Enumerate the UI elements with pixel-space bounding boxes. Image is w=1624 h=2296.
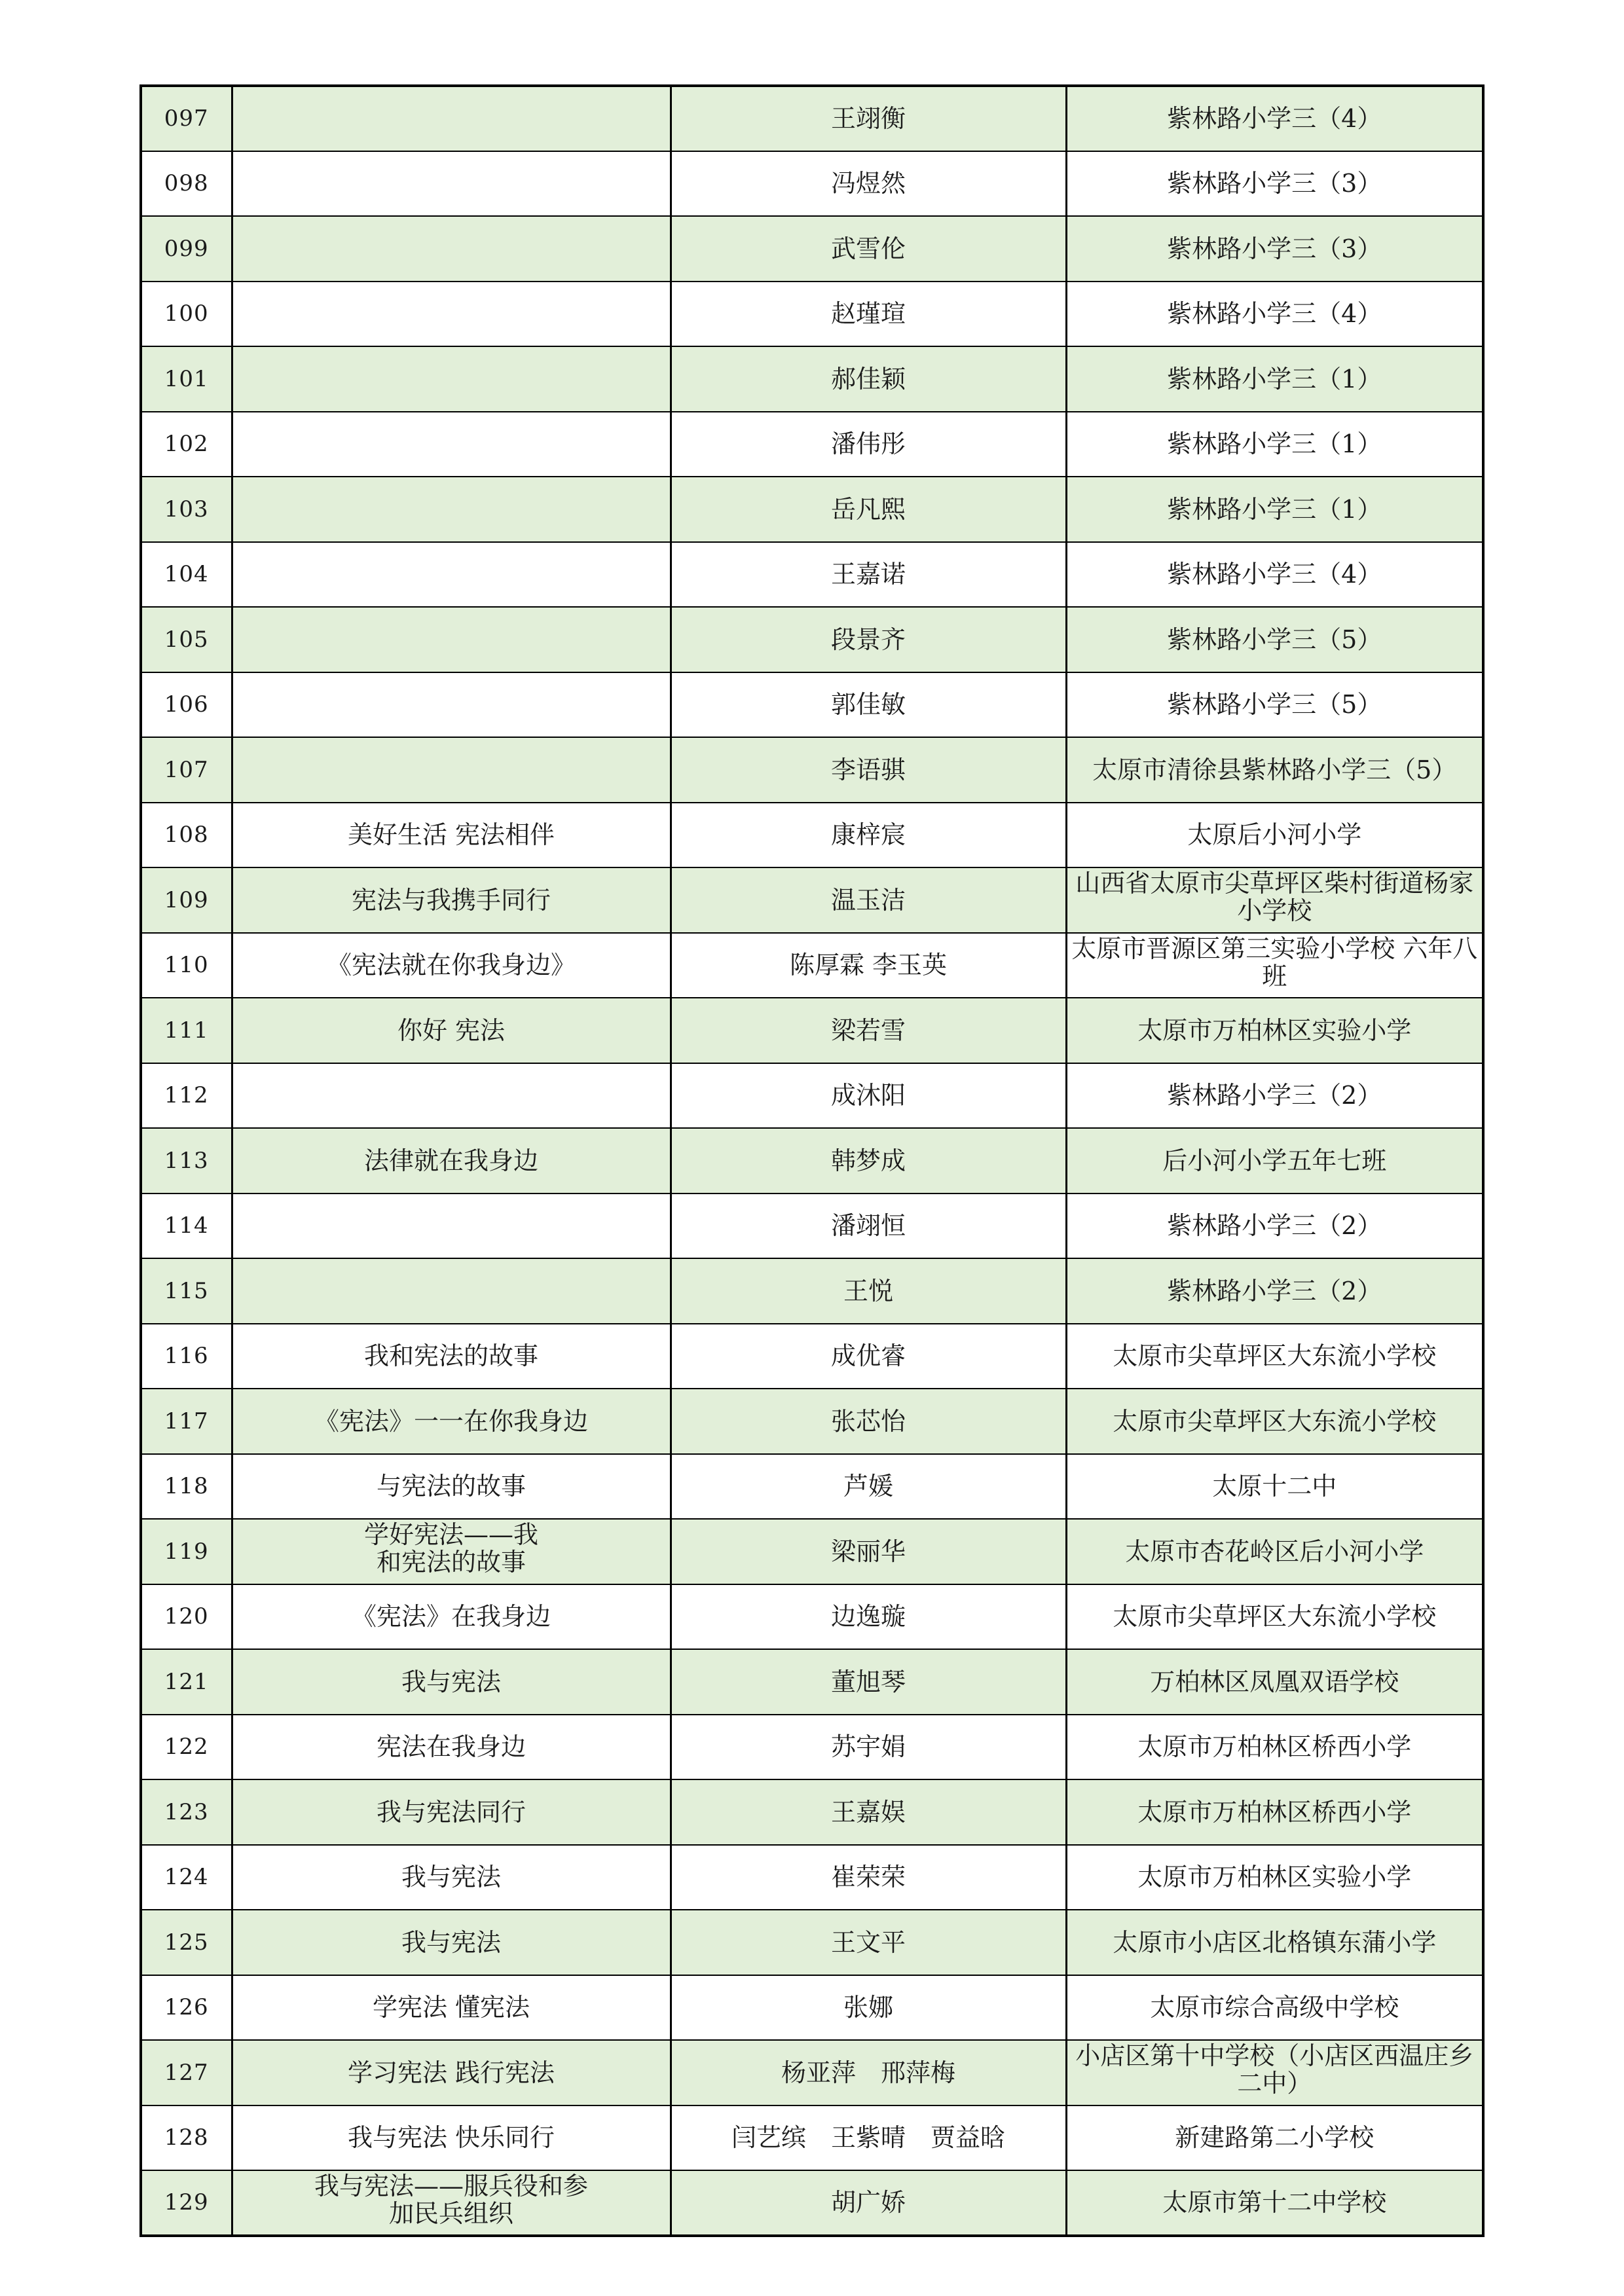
- row-number: 103: [141, 477, 232, 542]
- work-title: 宪法与我携手同行: [232, 867, 671, 933]
- school-name: 太原市万柏林区实验小学: [1066, 998, 1483, 1063]
- row-number: 113: [141, 1128, 232, 1194]
- school-name: 紫林路小学三（1）: [1066, 346, 1483, 412]
- school-name: 紫林路小学三（4）: [1066, 86, 1483, 151]
- row-number: 123: [141, 1779, 232, 1845]
- author-name: 李语骐: [671, 737, 1066, 803]
- author-name: 崔荣荣: [671, 1845, 1066, 1910]
- work-title: 我与宪法: [232, 1910, 671, 1975]
- author-name: 梁丽华: [671, 1519, 1066, 1584]
- author-name: 韩梦成: [671, 1128, 1066, 1194]
- work-title: [232, 477, 671, 542]
- work-title: 法律就在我身边: [232, 1128, 671, 1194]
- table-row: [141, 282, 1483, 347]
- work-title: [232, 607, 671, 672]
- entries-table: [139, 84, 1485, 2237]
- table-row: [141, 86, 1483, 151]
- work-title: 我与宪法: [232, 1845, 671, 1910]
- work-title-text: 学好宪法——我和宪法的故事: [363, 1521, 538, 1576]
- table-row: [141, 1715, 1483, 1780]
- table-row: [141, 1454, 1483, 1520]
- row-number: 114: [141, 1194, 232, 1259]
- table-row: [141, 1389, 1483, 1454]
- author-name: 康梓宸: [671, 803, 1066, 868]
- table-row: [141, 737, 1483, 803]
- work-title: [232, 672, 671, 738]
- row-number: 120: [141, 1584, 232, 1650]
- row-number: 124: [141, 1845, 232, 1910]
- work-title: 美好生活 宪法相伴: [232, 803, 671, 868]
- work-title: [232, 1194, 671, 1259]
- author-name: 潘翊恒: [671, 1194, 1066, 1259]
- work-title: 学宪法 懂宪法: [232, 1975, 671, 2041]
- work-title: [232, 542, 671, 608]
- row-number: 121: [141, 1649, 232, 1715]
- table-row: [141, 1779, 1483, 1845]
- school-name: 太原市杏花岭区后小河小学: [1066, 1519, 1483, 1584]
- author-name: 郝佳颖: [671, 346, 1066, 412]
- table-row: [141, 998, 1483, 1063]
- school-name: 紫林路小学三（5）: [1066, 672, 1483, 738]
- table-row: [141, 542, 1483, 608]
- school-name: 紫林路小学三（4）: [1066, 542, 1483, 608]
- author-name: 冯煜然: [671, 151, 1066, 217]
- school-name: 太原市小店区北格镇东蒲小学: [1066, 1910, 1483, 1975]
- school-name-text: 山西省太原市尖草坪区柴村街道杨家小学校: [1075, 869, 1474, 925]
- row-number: 098: [141, 151, 232, 217]
- school-name: 太原市尖草坪区大东流小学校: [1066, 1584, 1483, 1650]
- work-title: [232, 737, 671, 803]
- school-name: 紫林路小学三（4）: [1066, 282, 1483, 347]
- author-name: 成沐阳: [671, 1063, 1066, 1129]
- table-row: [141, 346, 1483, 412]
- work-title: 我与宪法同行: [232, 1779, 671, 1845]
- table-row: [141, 1910, 1483, 1975]
- row-number: 127: [141, 2040, 232, 2105]
- table-row: [141, 1584, 1483, 1650]
- school-name: 太原市第十二中学校: [1066, 2170, 1483, 2236]
- author-name: 成优睿: [671, 1324, 1066, 1389]
- work-title: 我和宪法的故事: [232, 1324, 671, 1389]
- row-number: 128: [141, 2105, 232, 2171]
- author-name: 张娜: [671, 1975, 1066, 2041]
- row-number: 100: [141, 282, 232, 347]
- author-name: 郭佳敏: [671, 672, 1066, 738]
- school-name: [1066, 2040, 1483, 2105]
- school-name: 紫林路小学三（5）: [1066, 607, 1483, 672]
- school-name: 太原十二中: [1066, 1454, 1483, 1520]
- author-name: 苏宇娟: [671, 1715, 1066, 1780]
- table-row: [141, 933, 1483, 998]
- author-name: 芦媛: [671, 1454, 1066, 1520]
- author-name: 梁若雪: [671, 998, 1066, 1063]
- work-title: 你好 宪法: [232, 998, 671, 1063]
- table-row: [141, 607, 1483, 672]
- row-number: 129: [141, 2170, 232, 2236]
- school-name: 紫林路小学三（3）: [1066, 151, 1483, 217]
- row-number: 104: [141, 542, 232, 608]
- author-name: 陈厚霖 李玉英: [671, 933, 1066, 998]
- school-name: 紫林路小学三（1）: [1066, 477, 1483, 542]
- school-name: 新建路第二小学校: [1066, 2105, 1483, 2171]
- work-title: 学习宪法 践行宪法: [232, 2040, 671, 2105]
- document-page: [139, 84, 1482, 2237]
- table-row: [141, 2170, 1483, 2236]
- table-row: [141, 1519, 1483, 1584]
- work-title: [232, 151, 671, 217]
- row-number: 112: [141, 1063, 232, 1129]
- row-number: 099: [141, 216, 232, 282]
- work-title: 我与宪法: [232, 1649, 671, 1715]
- author-name: 王嘉诺: [671, 542, 1066, 608]
- school-name: 紫林路小学三（3）: [1066, 216, 1483, 282]
- table-row: [141, 1128, 1483, 1194]
- author-name: 岳凡熙: [671, 477, 1066, 542]
- school-name: 万柏林区凤凰双语学校: [1066, 1649, 1483, 1715]
- table-row: [141, 2105, 1483, 2171]
- author-name: 赵瑾瑄: [671, 282, 1066, 347]
- work-title: 《宪法》一一在你我身边: [232, 1389, 671, 1454]
- school-name: 紫林路小学三（2）: [1066, 1194, 1483, 1259]
- work-title: [232, 1258, 671, 1324]
- work-title: 我与宪法 快乐同行: [232, 2105, 671, 2171]
- author-name: 董旭琴: [671, 1649, 1066, 1715]
- entries-table-body: [141, 86, 1483, 2236]
- row-number: 110: [141, 933, 232, 998]
- author-name: 胡广娇: [671, 2170, 1066, 2236]
- work-title: 宪法在我身边: [232, 1715, 671, 1780]
- school-name-text: 太原市晋源区第三实验小学校 六年八班: [1071, 934, 1478, 990]
- table-row: [141, 867, 1483, 933]
- work-title: [232, 86, 671, 151]
- author-name: 王文平: [671, 1910, 1066, 1975]
- table-row: [141, 1649, 1483, 1715]
- school-name: 太原市清徐县紫林路小学三（5）: [1066, 737, 1483, 803]
- row-number: 106: [141, 672, 232, 738]
- table-row: [141, 1063, 1483, 1129]
- row-number: 109: [141, 867, 232, 933]
- author-name: 边逸璇: [671, 1584, 1066, 1650]
- school-name: 太原市综合高级中学校: [1066, 1975, 1483, 2041]
- row-number: 107: [141, 737, 232, 803]
- school-name: 太原市尖草坪区大东流小学校: [1066, 1389, 1483, 1454]
- table-row: [141, 1258, 1483, 1324]
- school-name: 紫林路小学三（1）: [1066, 412, 1483, 477]
- table-row: [141, 1324, 1483, 1389]
- table-row: [141, 672, 1483, 738]
- author-name: 闫艺缤 王紫晴 贾益晗: [671, 2105, 1066, 2171]
- school-name-text: 小店区第十中学校（小店区西温庄乡二中）: [1075, 2042, 1474, 2098]
- row-number: 122: [141, 1715, 232, 1780]
- work-title-text: 我与宪法——服兵役和参加民兵组织: [314, 2172, 588, 2227]
- work-title: [232, 2170, 671, 2236]
- row-number: 097: [141, 86, 232, 151]
- table-row: [141, 1194, 1483, 1259]
- row-number: 102: [141, 412, 232, 477]
- work-title: 《宪法就在你我身边》: [232, 933, 671, 998]
- author-name: 武雪伦: [671, 216, 1066, 282]
- work-title: [232, 412, 671, 477]
- school-name: 太原市尖草坪区大东流小学校: [1066, 1324, 1483, 1389]
- row-number: 118: [141, 1454, 232, 1520]
- table-row: [141, 1975, 1483, 2041]
- row-number: 125: [141, 1910, 232, 1975]
- school-name: [1066, 867, 1483, 933]
- row-number: 108: [141, 803, 232, 868]
- table-row: [141, 412, 1483, 477]
- school-name: 紫林路小学三（2）: [1066, 1063, 1483, 1129]
- row-number: 116: [141, 1324, 232, 1389]
- work-title: [232, 1063, 671, 1129]
- row-number: 105: [141, 607, 232, 672]
- work-title: 与宪法的故事: [232, 1454, 671, 1520]
- author-name: 王嘉娱: [671, 1779, 1066, 1845]
- row-number: 115: [141, 1258, 232, 1324]
- row-number: 126: [141, 1975, 232, 2041]
- work-title: [232, 1519, 671, 1584]
- row-number: 119: [141, 1519, 232, 1584]
- author-name: 杨亚萍 邢萍梅: [671, 2040, 1066, 2105]
- work-title: [232, 282, 671, 347]
- author-name: 潘伟彤: [671, 412, 1066, 477]
- table-row: [141, 803, 1483, 868]
- table-row: [141, 216, 1483, 282]
- table-row: [141, 151, 1483, 217]
- school-name: 太原后小河小学: [1066, 803, 1483, 868]
- row-number: 117: [141, 1389, 232, 1454]
- table-row: [141, 1845, 1483, 1910]
- table-row: [141, 477, 1483, 542]
- work-title: [232, 216, 671, 282]
- school-name: 太原市万柏林区桥西小学: [1066, 1715, 1483, 1780]
- table-row: [141, 2040, 1483, 2105]
- school-name: 紫林路小学三（2）: [1066, 1258, 1483, 1324]
- school-name: [1066, 933, 1483, 998]
- author-name: 温玉洁: [671, 867, 1066, 933]
- school-name: 太原市万柏林区实验小学: [1066, 1845, 1483, 1910]
- school-name: 太原市万柏林区桥西小学: [1066, 1779, 1483, 1845]
- author-name: 张芯怡: [671, 1389, 1066, 1454]
- work-title: [232, 346, 671, 412]
- school-name: 后小河小学五年七班: [1066, 1128, 1483, 1194]
- author-name: 王翊衡: [671, 86, 1066, 151]
- row-number: 101: [141, 346, 232, 412]
- author-name: 王悦: [671, 1258, 1066, 1324]
- author-name: 段景齐: [671, 607, 1066, 672]
- work-title: 《宪法》在我身边: [232, 1584, 671, 1650]
- row-number: 111: [141, 998, 232, 1063]
